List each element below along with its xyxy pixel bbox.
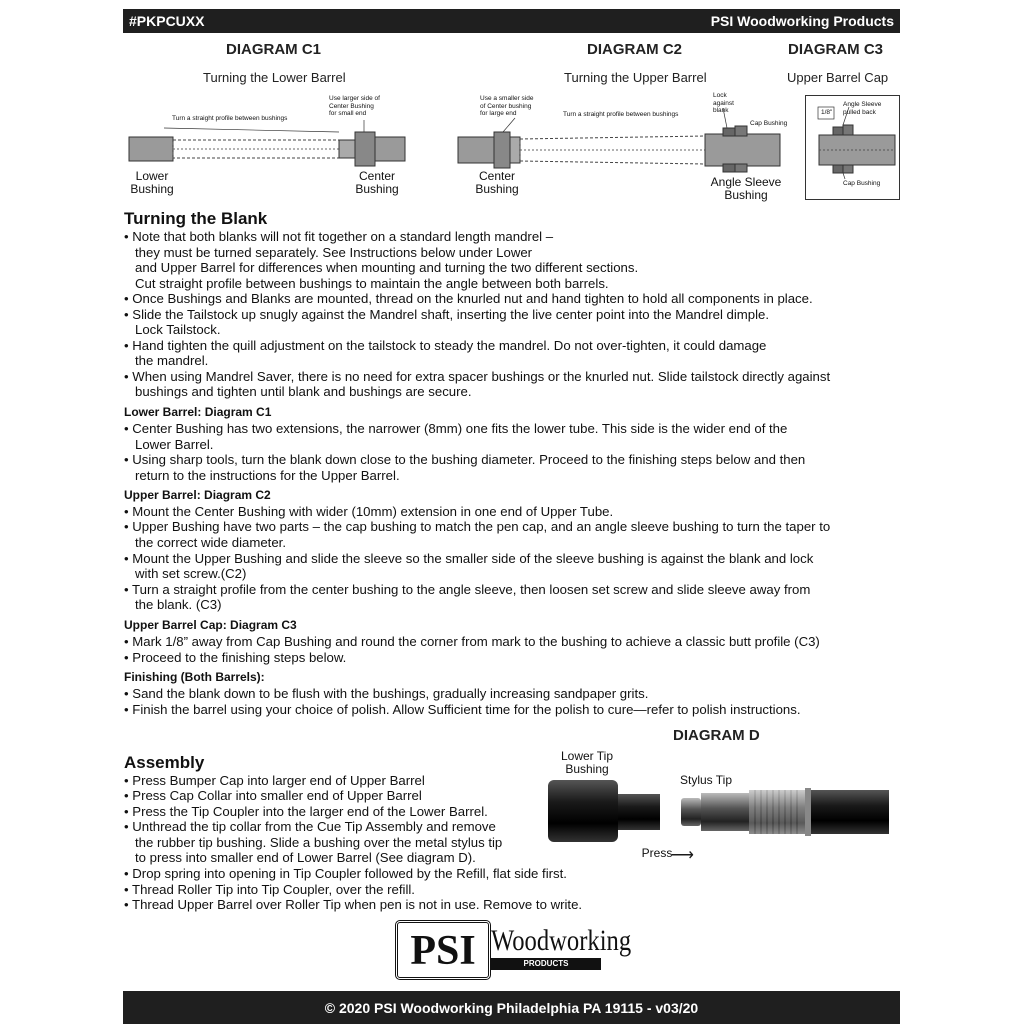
turning-line: • Slide the Tailstock up snugly against the Mandrel shaft, inserting the live center point into the Mandrel dimple.	[124, 307, 770, 322]
c3-mark-label: 1/8"	[821, 109, 833, 116]
turning-line: • When using Mandrel Saver, there is no need for extra spacer bushings or the knurled nut. Slide tailstock directly against	[124, 369, 831, 384]
finishing-heading: Finishing (Both Barrels):	[124, 670, 265, 684]
diagram-c2-subtitle: Turning the Upper Barrel	[564, 70, 707, 85]
upper-barrel-line: the blank. (C3)	[135, 597, 222, 612]
upper-barrel-line: • Turn a straight profile from the center bushing to the angle sleeve, then loosen set screw and slide sleeve away from	[124, 582, 811, 597]
assembly-line: • Unthread the tip collar from the Cue Tip Assembly and remove	[124, 819, 496, 834]
turning-line: bushings and tighten until blank and bushings are secure.	[135, 384, 472, 399]
upper-barrel-line: • Mount the Upper Bushing and slide the sleeve so the smaller side of the sleeve bushing is against the blank and lock	[124, 551, 814, 566]
assembly-line: • Press the Tip Coupler into the larger end of the Lower Barrel.	[124, 804, 488, 819]
c1-center-bushing-label: Center Bushing	[355, 169, 399, 196]
assembly-line: • Thread Upper Barrel over Roller Tip when pen is not in use. Remove to write.	[124, 897, 583, 912]
turning-line: the mandrel.	[135, 353, 209, 368]
c1-large-note: Use larger side of Center Bushing for small end	[329, 95, 380, 117]
upper-barrel-line: • Upper Bushing have two parts – the cap bushing to match the pen cap, and an angle sleeve bushing to turn the taper to	[124, 519, 831, 534]
lower-barrel-heading: Lower Barrel: Diagram C1	[124, 405, 272, 419]
assembly-line: • Drop spring into opening in Tip Coupler followed by the Refill, flat side first.	[124, 866, 567, 881]
logo-woodworking-text: Woodworking	[491, 924, 632, 957]
c2-angle-sleeve-label: Angle Sleeve Bushing	[710, 175, 782, 202]
diagram-c3-title: DIAGRAM C3	[788, 41, 884, 58]
c2-center-bushing-label: Center Bushing	[475, 169, 519, 196]
turning-line: they must be turned separately. See Instructions below under Lower	[135, 245, 533, 260]
turning-line: • Note that both blanks will not fit together on a standard length mandrel –	[124, 229, 554, 244]
footer-bar	[123, 991, 900, 1024]
upper-barrel-line: the correct wide diameter.	[135, 535, 286, 550]
diagram-c2-title: DIAGRAM C2	[587, 41, 683, 58]
diagram-c1-subtitle: Turning the Lower Barrel	[203, 70, 346, 85]
header-bar	[123, 9, 900, 33]
turning-line: Lock Tailstock.	[135, 322, 221, 337]
c2-cap-bushing-note: Cap Bushing	[750, 120, 788, 127]
product-code: #PKPCUXX	[129, 13, 205, 29]
c2-profile-note: Turn a straight profile between bushings	[563, 111, 679, 118]
c1-profile-note: Turn a straight profile between bushings	[172, 115, 288, 122]
turning-line: • Once Bushings and Blanks are mounted, thread on the knurled nut and hand tighten to hold all components in place.	[124, 291, 813, 306]
c3-angle-sleeve-note: Angle Sleeve pulled back	[843, 101, 882, 116]
upper-barrel-heading: Upper Barrel: Diagram C2	[124, 488, 271, 502]
footer-text: © 2020 PSI Woodworking Philadelphia PA 19115 - v03/20	[324, 1000, 699, 1016]
diagram-d-photo	[545, 778, 895, 848]
finishing-line: • Finish the barrel using your choice of polish. Allow Sufficient time for the polish to cure—refer to polish instructions.	[124, 702, 801, 717]
turning-heading: Turning the Blank	[124, 209, 268, 228]
turning-line: and Upper Barrel for differences when mounting and turning the two different sections.	[135, 260, 639, 275]
diagram-d-title: DIAGRAM D	[673, 727, 760, 744]
turning-line: • Hand tighten the quill adjustment on the tailstock to steady the mandrel. Do not over-tighten, it could damage	[124, 338, 767, 353]
upper-barrel-line: • Mount the Center Bushing with wider (10mm) extension in one end of Upper Tube.	[124, 504, 614, 519]
brand-name: PSI Woodworking Products	[710, 13, 894, 29]
logo-psi-text: PSI	[410, 928, 476, 974]
press-arrow-icon: ⟶	[671, 847, 694, 864]
c2-lock-note: Lock against blank	[713, 92, 734, 114]
c3-cap-bushing-note: Cap Bushing	[843, 180, 881, 187]
lower-barrel-line: return to the instructions for the Upper Barrel.	[135, 468, 400, 483]
d-press-label: Press	[641, 846, 673, 860]
d-lower-tip-label: Lower Tip Bushing	[560, 749, 614, 776]
lower-barrel-line: • Center Bushing has two extensions, the narrower (8mm) one fits the lower tube. This side is the wider end of the	[124, 421, 788, 436]
upper-cap-line: • Proceed to the finishing steps below.	[124, 650, 347, 665]
lower-barrel-line: Lower Barrel.	[135, 437, 214, 452]
psi-logo	[395, 918, 632, 978]
turning-line: Cut straight profile between bushings to maintain the angle between both barrels.	[135, 276, 609, 291]
c1-lower-bushing-label: Lower Bushing	[130, 169, 174, 196]
diagram-c1-title: DIAGRAM C1	[226, 41, 322, 58]
c2-small-note: Use a smaller side of Center bushing for large end	[480, 95, 534, 117]
assembly-line: • Thread Roller Tip into Tip Coupler, over the refill.	[124, 882, 415, 897]
diagram-c3-subtitle: Upper Barrel Cap	[787, 70, 889, 85]
assembly-line: • Press Bumper Cap into larger end of Upper Barrel	[124, 773, 425, 788]
upper-barrel-line: with set screw.(C2)	[135, 566, 247, 581]
assembly-line: to press into smaller end of Lower Barrel (See diagram D).	[135, 850, 476, 865]
upper-cap-line: • Mark 1/8” away from Cap Bushing and round the corner from mark to the bushing to achieve a classic butt profile (C3)	[124, 634, 820, 649]
assembly-heading: Assembly	[124, 753, 205, 772]
d-stylus-tip-label: Stylus Tip	[679, 773, 733, 787]
finishing-line: • Sand the blank down to be flush with the bushings, gradually increasing sandpaper grits.	[124, 686, 649, 701]
upper-cap-heading: Upper Barrel Cap: Diagram C3	[124, 618, 297, 632]
assembly-line: • Press Cap Collar into smaller end of Upper Barrel	[124, 788, 422, 803]
assembly-line: the rubber tip bushing. Slide a bushing over the metal stylus tip	[135, 835, 503, 850]
lower-barrel-line: • Using sharp tools, turn the blank down close to the bushing diameter. Proceed to the finishing steps below and then	[124, 452, 806, 467]
logo-products-band: PRODUCTS	[491, 958, 601, 970]
